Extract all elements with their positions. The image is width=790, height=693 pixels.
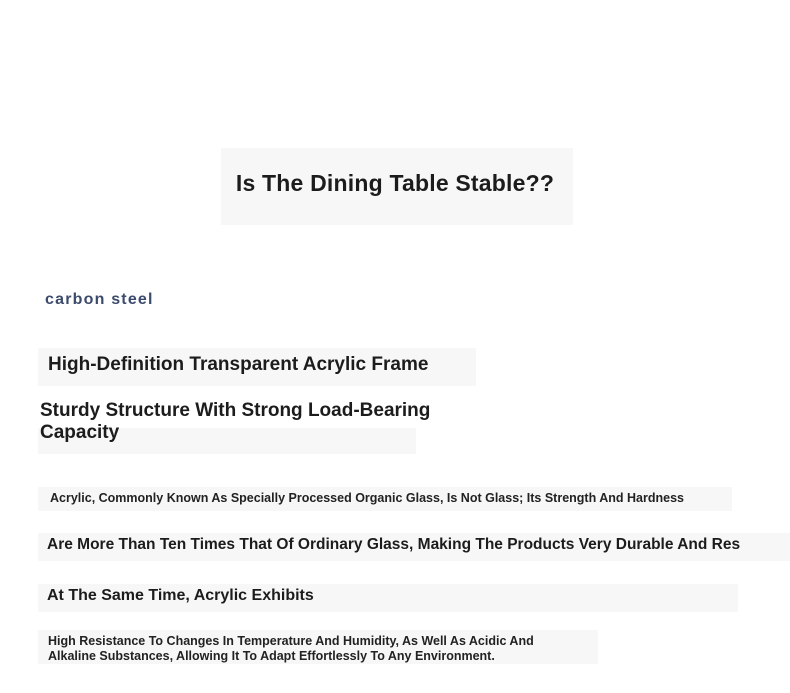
feature-heading-structure: Sturdy Structure With Strong Load-Bearing Capacity bbox=[40, 400, 431, 443]
body-line-3: At The Same Time, Acrylic Exhibits bbox=[47, 587, 314, 604]
material-label: carbon steel bbox=[45, 291, 154, 308]
body-line-2: Are More Than Ten Times That Of Ordinary Glass, Making The Products Very Durable And Res bbox=[47, 536, 741, 553]
page-title: Is The Dining Table Stable?? bbox=[235, 170, 555, 196]
body-line-1: Acrylic, Commonly Known As Specially Processed Organic Glass, Is Not Glass; Its Strength And Hardness bbox=[50, 491, 684, 505]
feature-heading-frame: High-Definition Transparent Acrylic Frame bbox=[48, 354, 429, 375]
body-line-4: High Resistance To Changes In Temperature And Humidity, As Well As Acidic And Alkaline Substances, Allowing It To Adapt Effortlessly To Any Environment. bbox=[48, 634, 534, 663]
